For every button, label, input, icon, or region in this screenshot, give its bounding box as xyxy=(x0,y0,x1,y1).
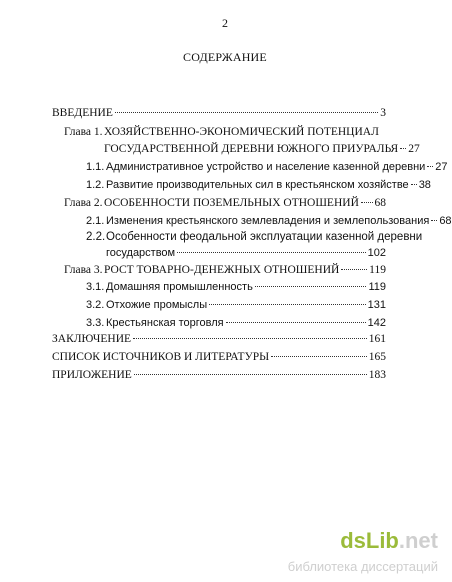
toc-entry-text-line2: государством xyxy=(106,247,176,259)
toc-page-number: 27 xyxy=(435,161,448,173)
watermark-tld: .net xyxy=(398,528,438,553)
leader-dots xyxy=(431,220,437,221)
leader-dots xyxy=(411,184,417,185)
toc-entry-text: Изменения крестьянского землевладения и землепользования xyxy=(106,215,430,227)
toc-title: СОДЕРЖАНИЕ xyxy=(183,50,267,64)
watermark-logo xyxy=(340,528,438,554)
leader-dots xyxy=(341,269,367,270)
watermark-subtitle: библиотека диссертаций xyxy=(287,559,438,574)
toc-entry-chapter-1[interactable] xyxy=(104,142,420,156)
toc-page-number: 119 xyxy=(368,281,386,293)
watermark-brand: dsLib xyxy=(340,528,399,553)
toc-entry-text: РОСТ ТОВАРНО-ДЕНЕЖНЫХ ОТНОШЕНИЙ xyxy=(104,264,340,276)
toc-entry-text: СПИСОК ИСТОЧНИКОВ И ЛИТЕРАТУРЫ xyxy=(52,351,270,363)
toc-entry-text: ОСОБЕННОСТИ ПОЗЕМЕЛЬНЫХ ОТНОШЕНИЙ xyxy=(104,197,359,209)
toc-page-number: 68 xyxy=(374,197,386,209)
toc-page-number: 68 xyxy=(439,215,452,227)
toc-entry-3-2[interactable] xyxy=(86,298,386,312)
toc-section-number: 2.2. xyxy=(86,231,106,243)
toc-entry-3-1[interactable] xyxy=(86,280,386,294)
toc-entry-conclusion[interactable] xyxy=(52,332,386,346)
toc-page-number: 119 xyxy=(369,264,386,276)
toc-chapter-title-line1: ХОЗЯЙСТВЕННО-ЭКОНОМИЧЕСКИЙ ПОТЕНЦИАЛ xyxy=(104,126,379,138)
toc-page-number: 142 xyxy=(367,317,386,329)
toc-entry-text: Развитие производительных сил в крестьянском хозяйстве xyxy=(106,179,409,191)
toc-entry-2-2[interactable] xyxy=(106,246,386,260)
toc-chapter-title-line2: ГОСУДАРСТВЕННОЙ ДЕРЕВНИ ЮЖНОГО ПРИУРАЛЬЯ xyxy=(104,143,399,155)
toc-page-number: 3 xyxy=(380,107,386,119)
toc-entry-2-1[interactable] xyxy=(86,214,452,228)
toc-entry-text: Отхожие промыслы xyxy=(106,299,208,311)
leader-dots xyxy=(361,202,373,203)
toc-entry-text-line1: Особенности феодальной эксплуатации казенной деревни xyxy=(106,231,423,243)
leader-dots xyxy=(400,148,406,149)
toc-entry-text: Административное устройство и население казенной деревни xyxy=(106,161,426,173)
toc-page-number: 102 xyxy=(367,247,386,259)
leader-dots xyxy=(226,322,366,323)
toc-entry-appendix[interactable] xyxy=(52,368,386,382)
toc-chapter-label: Глава 3. xyxy=(64,264,103,276)
toc-entry-text: Крестьянская торговля xyxy=(106,317,224,329)
toc-page-number: 165 xyxy=(368,351,386,363)
leader-dots xyxy=(209,304,366,305)
toc-entry-text: ВВЕДЕНИЕ xyxy=(52,107,113,119)
toc-page-number: 131 xyxy=(367,299,386,311)
toc-entry-chapter-2[interactable] xyxy=(64,196,386,210)
toc-entry-intro[interactable] xyxy=(52,106,386,120)
toc-chapter-label: Глава 2. xyxy=(64,197,103,209)
toc-section-number: 1.2. xyxy=(86,179,105,191)
leader-dots xyxy=(133,338,367,339)
leader-dots xyxy=(177,252,366,253)
toc-chapter-label: Глава 1. xyxy=(64,126,103,138)
leader-dots xyxy=(115,112,378,113)
toc-page-number: 27 xyxy=(408,143,420,155)
toc-entry-1-1[interactable] xyxy=(86,160,448,174)
toc-page-number: 38 xyxy=(418,179,431,191)
toc-entry-text: ЗАКЛЮЧЕНИЕ xyxy=(52,333,132,345)
toc-entry-1-2[interactable] xyxy=(86,178,431,192)
toc-section-number: 3.2. xyxy=(86,299,105,311)
leader-dots xyxy=(271,356,367,357)
leader-dots xyxy=(255,286,367,287)
toc-entry-text: ПРИЛОЖЕНИЕ xyxy=(52,369,132,381)
toc-entry-chapter-3[interactable] xyxy=(64,263,386,277)
toc-section-number: 1.1. xyxy=(86,161,105,173)
toc-section-number: 3.1. xyxy=(86,281,105,293)
toc-section-number: 3.3. xyxy=(86,317,105,329)
toc-entry-3-3[interactable] xyxy=(86,316,386,330)
toc-page-number: 183 xyxy=(368,369,386,381)
toc-entry-sources[interactable] xyxy=(52,350,386,364)
page-number: 2 xyxy=(222,16,228,30)
leader-dots xyxy=(134,374,367,375)
toc-page-number: 161 xyxy=(368,333,386,345)
leader-dots xyxy=(427,166,433,167)
toc-entry-text: Домашняя промышленность xyxy=(106,281,253,293)
toc-section-number: 2.1. xyxy=(86,215,105,227)
